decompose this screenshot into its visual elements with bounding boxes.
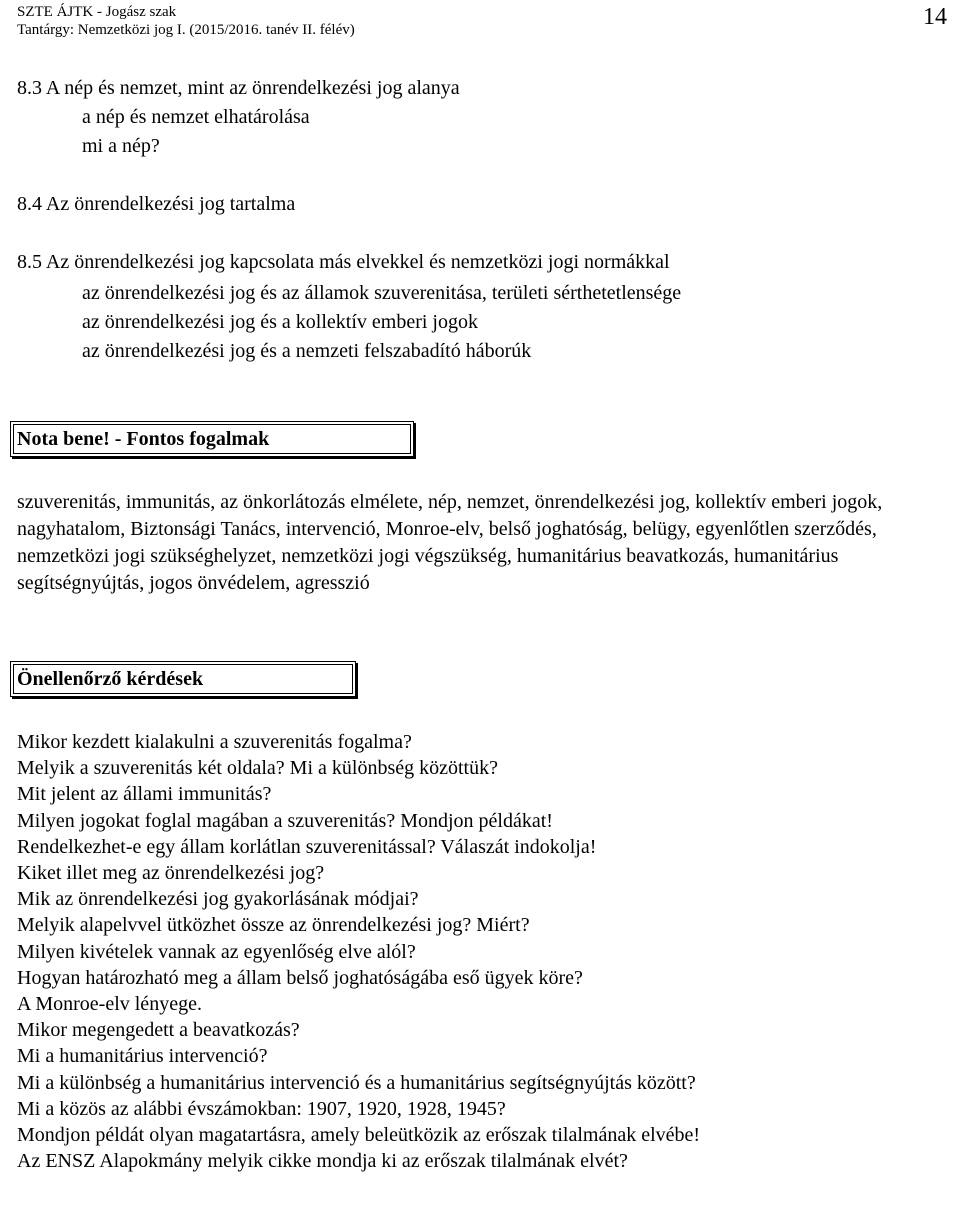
question-item: Mikor megengedett a beavatkozás? [17,1019,300,1042]
self-check-heading: Önellenőrző kérdések [17,668,204,690]
section-8-5-item: az önrendelkezési jog és a kollektív emberi jogok [82,311,478,333]
question-item: Mi a humanitárius intervenció? [17,1045,268,1068]
question-item: Milyen kivételek vannak az egyenlőség elve alól? [17,940,416,963]
question-item: Mondjon példát olyan magatartásra, amely beleütközik az erőszak tilalmának elvébe! [17,1124,701,1147]
section-8-3-sub-1: a nép és nemzet elhatárolása [82,106,310,128]
question-item: Mit jelent az állami immunitás? [17,783,272,806]
page-number: 14 [923,4,947,30]
question-item: Rendelkezhet-e egy állam korlátlan szuverenitással? Válaszát indokolja! [17,835,597,858]
question-item: A Monroe-elv lényege. [17,993,202,1016]
question-item: Mi a különbség a humanitárius intervenció és a humanitárius segítségnyújtás között? [17,1071,696,1094]
header-line-1: SZTE ÁJTK - Jogász szak [17,4,177,20]
nota-bene-box [10,421,414,457]
question-item: Melyik alapelvvel ütközhet össze az önrendelkezési jog? Miért? [17,914,530,937]
section-8-3-sub-2: mi a nép? [82,135,160,157]
question-item: Mikor kezdett kialakulni a szuverenitás fogalma? [17,731,412,753]
section-8-5-title: 8.5 Az önrendelkezési jog kapcsolata más elvekkel és nemzetközi jogi normákkal [17,251,670,273]
key-concepts-paragraph: szuverenitás, immunitás, az önkorlátozás elmélete, nép, nemzet, önrendelkezési jog, kollektív emberi jogok, nagyhatalom, Biztonsági Tanács, intervenció, Monroe-elv, belső joghatóság, belügy, egyenlőtlen szerződés, nemzetközi jogi szükséghelyzet, nemzetközi jogi végszükség, humanitárius beavatkozás, humanitárius segítségnyújtás, jogos önvédelem, agresszió [17,491,883,594]
section-8-5-item: az önrendelkezési jog és az államok szuverenitása, területi sérthetetlensége [82,282,682,304]
question-item: Az ENSZ Alapokmány melyik cikke mondja ki az erőszak tilalmának elvét? [17,1150,628,1173]
question-item: Melyik a szuverenitás két oldala? Mi a különbség közöttük? [17,757,498,780]
question-item: Milyen jogokat foglal magában a szuverenitás? Mondjon példákat! [17,809,553,832]
question-item: Mik az önrendelkezési jog gyakorlásának módjai? [17,888,419,911]
page-header [17,3,355,39]
question-list [17,729,700,1174]
section-8-4-title: 8.4 Az önrendelkezési jog tartalma [17,193,296,215]
question-item: Hogyan határozható meg a állam belső joghatóságába eső ügyek köre? [17,966,583,989]
self-check-box [10,661,356,697]
section-8-3-title: 8.3 A nép és nemzet, mint az önrendelkezési jog alanya [17,77,460,99]
header-line-2: Tantárgy: Nemzetközi jog I. (2015/2016. tanév II. félév) [17,22,355,38]
section-8-5-item: az önrendelkezési jog és a nemzeti felszabadító háborúk [82,340,532,362]
nota-bene-heading: Nota bene! - Fontos fogalmak [17,428,270,450]
question-item: Kiket illet meg az önrendelkezési jog? [17,862,325,885]
question-item: Mi a közös az alábbi évszámokban: 1907, 1920, 1928, 1945? [17,1097,506,1120]
